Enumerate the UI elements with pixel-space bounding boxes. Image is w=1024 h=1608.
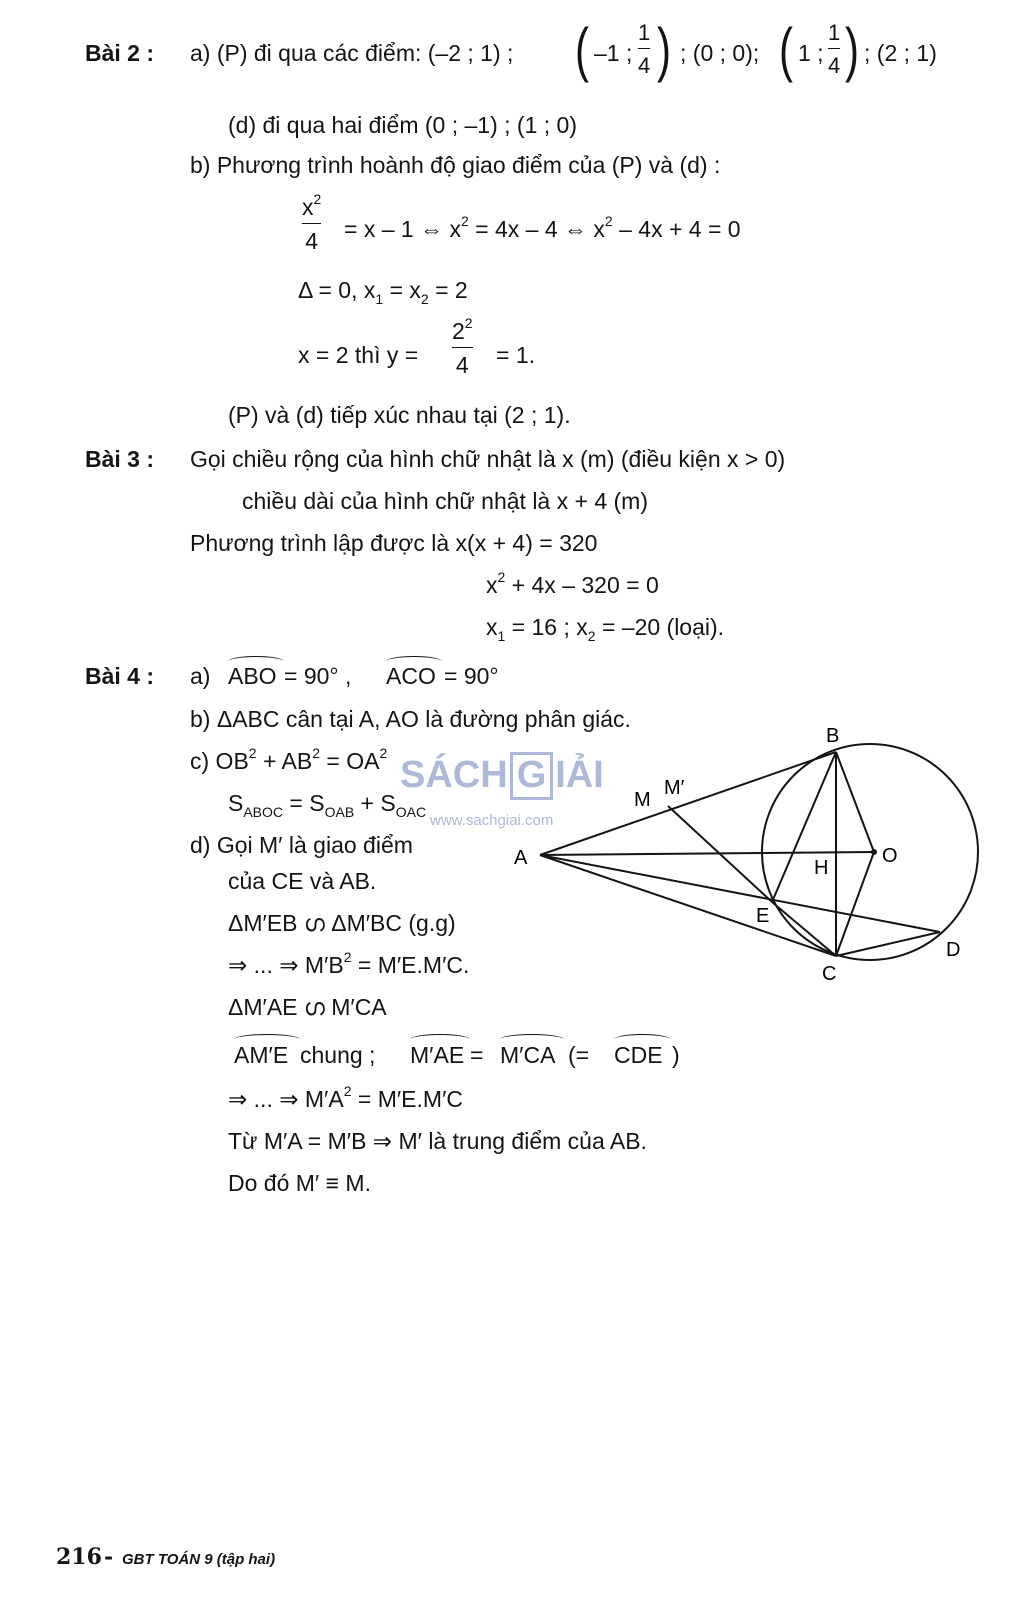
angle-aco: ACO — [386, 663, 436, 689]
label-h: H — [814, 857, 829, 879]
angle-cde: CDE — [614, 1042, 663, 1068]
point-o — [871, 849, 877, 855]
angle-abo: ABO — [228, 663, 277, 689]
frac-den: 4 — [455, 352, 469, 378]
watermark-url: www.sachgiai.com — [430, 812, 554, 829]
bai2-conclusion: (P) và (d) tiếp xúc nhau tại (2 ; 1). — [228, 402, 571, 428]
frac-den: 4 — [828, 53, 841, 78]
x2-suffix: = 1. — [496, 342, 536, 368]
bai4-a-mid: = 90° , — [284, 663, 352, 689]
label-b: B — [826, 725, 840, 747]
label-m: M — [634, 789, 651, 811]
bai3-equation: $x^2 + 4x - 320 = 0$ — [486, 569, 659, 598]
label-c: C — [822, 963, 837, 985]
frac-den: 4 — [305, 228, 319, 254]
paren-open-2: ( — [778, 16, 793, 83]
bai4-d9: Do đó M′ ≡ M. — [228, 1170, 371, 1196]
label-o: O — [882, 845, 898, 867]
bai4-d8: Từ M′A = M′B ⇒ M′ là trung điểm của AB. — [228, 1128, 647, 1154]
bai2-a-prefix: a) (P) đi qua các điểm: (–2 ; 1) ; — [190, 40, 514, 66]
bai4-b-line: b) ΔABC cân tại A, AO là đường phân giác. — [190, 706, 631, 732]
angle-mae: M′AE — [410, 1042, 465, 1068]
bai3-label: Bài 3 : — [85, 446, 155, 472]
area-line: $S_{ABOC} = S_{OAB} + S_{OAC}$ — [228, 790, 427, 820]
bai4-d4: ⇒ ... ⇒ $M'B^2 = M'E.M'C$. — [228, 949, 470, 978]
angle-ame: AM′E — [234, 1042, 289, 1068]
label-a: A — [514, 847, 528, 869]
bai2-label: Bài 2 : — [85, 40, 155, 66]
bai2-point-last: ; (2 ; 1) — [864, 40, 937, 66]
delta-line: Δ = 0, $x_1 = x_2 = 2$ — [298, 277, 468, 307]
bai4-a-prefix: a) — [190, 663, 211, 689]
bai4-d1: d) Gọi M′ là giao điểm — [190, 832, 413, 858]
paren-close-2: ) — [844, 16, 859, 83]
bai4-d6-paren-open: (= — [568, 1042, 590, 1068]
bai2-point-neg: –1 ; — [594, 40, 633, 66]
bai2-point-pos: 1 ; — [798, 40, 824, 66]
bai4-d6-eq: = — [470, 1042, 484, 1068]
bai2-sep: ; (0 ; 0); — [680, 40, 760, 66]
line-co — [836, 852, 874, 956]
bai3-solution: $x_1 = 16$ ; $x_2 = -20$ (loại). — [486, 614, 725, 644]
line-ab — [540, 752, 836, 855]
paren-open: ( — [574, 16, 589, 83]
label-d: D — [946, 939, 961, 961]
frac-num: 1 — [638, 20, 651, 45]
angle-mca: M′CA — [500, 1042, 556, 1068]
bai2-b-intro: b) Phương trình hoành độ giao điểm của (P) và (d) : — [190, 152, 721, 178]
bai4-a-end: = 90° — [444, 663, 499, 689]
line-be — [772, 752, 836, 902]
x2-prefix: x = 2 thì y = — [298, 342, 419, 368]
footer-dash: - — [104, 1544, 114, 1570]
bai4-d6-paren-close: ) — [672, 1042, 680, 1068]
line-cd — [836, 932, 940, 956]
frac-num: $2^2$ — [452, 315, 473, 344]
book-title: GBT TOÁN 9 (tập hai) — [122, 1551, 276, 1568]
equation-1: = x – 1 ⇔ $x^2 = 4x - 4$ ⇔ $x^2 - 4x + 4 = 0$ — [344, 213, 741, 242]
label-e: E — [756, 905, 770, 927]
bai2-d-points: (d) đi qua hai điểm (0 ; –1) ; (1 ; 0) — [228, 112, 577, 138]
bai4-d3: ΔM′EB ഗ ΔM′BC (g.g) — [228, 910, 456, 936]
bai3-line2: chiều dài của hình chữ nhật là x + 4 (m) — [242, 488, 648, 514]
frac-den: 4 — [638, 53, 651, 78]
line-ad — [540, 855, 940, 932]
bai3-line1: Gọi chiều rộng của hình chữ nhật là x (m) (điều kiện x > 0) — [190, 446, 786, 472]
watermark-brand: SÁCH G IẢI — [400, 752, 604, 800]
line-ao — [540, 852, 874, 855]
frac-num: $x^2$ — [302, 191, 322, 220]
page-number: 216 — [56, 1544, 102, 1570]
bai4-d2: của CE và AB. — [228, 868, 377, 894]
line-bo — [836, 752, 874, 852]
bai4-label: Bài 4 : — [85, 663, 155, 689]
bai3-line3: Phương trình lập được là x(x + 4) = 320 — [190, 530, 598, 556]
paren-close: ) — [656, 16, 671, 83]
frac-num: 1 — [828, 20, 841, 45]
label-m-prime: M′ — [664, 777, 685, 799]
bai4-d6-mid: chung ; — [300, 1042, 376, 1068]
line-ac — [540, 855, 836, 956]
bai4-d7: ⇒ ... ⇒ $M'A^2 = M'E.M'C$ — [228, 1083, 463, 1112]
bai4-c-line: c) $OB^2 + AB^2 = OA^2$ — [190, 745, 388, 774]
bai4-d5: ΔM′AE ഗ M′CA — [228, 994, 387, 1020]
